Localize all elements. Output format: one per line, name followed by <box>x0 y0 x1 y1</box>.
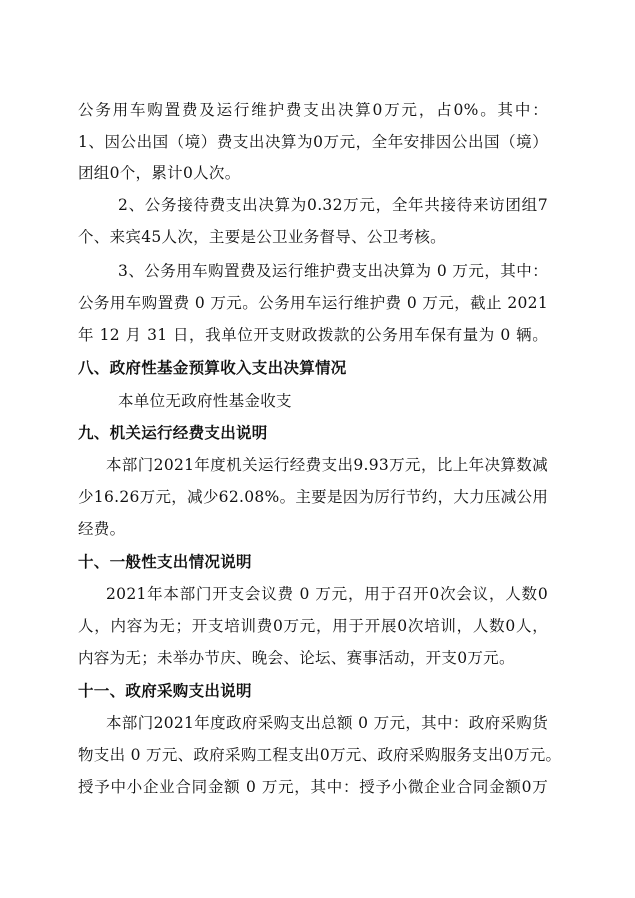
text-line: 本单位无政府性基金收支 <box>118 392 292 410</box>
section-heading-9: 九、机关运行经费支出说明 <box>78 424 268 442</box>
text-line: 3、公务用车购置费及运行维护费支出决算为 0 万元，其中： <box>118 262 548 280</box>
text-line: 授予中小企业合同金额 0 万元，其中：授予小微企业合同金额0万 <box>78 778 548 796</box>
text-line: 2、公务接待费支出决算为0.32万元，全年共接待来访团组7 <box>118 196 548 214</box>
text-line: 本部门2021年度政府采购支出总额 0 万元，其中：政府采购货 <box>106 714 548 732</box>
text-line: 少16.26万元，减少62.08%。主要是因为厉行节约，大力压减公用 <box>78 488 549 506</box>
text-line: 人，内容为无；开支培训费0万元，用于开展0次培训，人数0人， <box>78 617 548 635</box>
text-line: 年 12 月 31 日，我单位开支财政拨款的公务用车保有量为 0 辆。 <box>78 326 548 344</box>
text-line: 个、来宾45人次，主要是公卫业务督导、公卫考核。 <box>78 228 446 246</box>
text-line: 2021年本部门开支会议费 0 万元，用于召开0次会议，人数0 <box>106 585 548 603</box>
text-line: 公务用车购置费及运行维护费支出决算0万元，占0%。其中： <box>78 101 548 119</box>
text-line: 内容为无；未举办节庆、晚会、论坛、赛事活动，开支0万元。 <box>78 649 515 667</box>
text-line: 经费。 <box>78 520 126 538</box>
section-heading-11: 十一、政府采购支出说明 <box>78 682 252 700</box>
text-line: 本部门2021年度机关运行经费支出9.93万元，比上年决算数减 <box>106 456 548 474</box>
text-line: 公务用车购置费 0 万元。公务用车运行维护费 0 万元，截止 2021 <box>78 294 548 312</box>
section-heading-10: 十、一般性支出情况说明 <box>78 553 252 571</box>
section-heading-8: 八、政府性基金预算收入支出决算情况 <box>78 359 347 377</box>
text-line: 物支出 0 万元、政府采购工程支出0万元、政府采购服务支出0万元。 <box>78 746 562 764</box>
text-line: 团组0个，累计0人次。 <box>78 164 241 182</box>
text-line: 1、因公出国（境）费支出决算为0万元，全年安排因公出国（境） <box>78 133 548 151</box>
